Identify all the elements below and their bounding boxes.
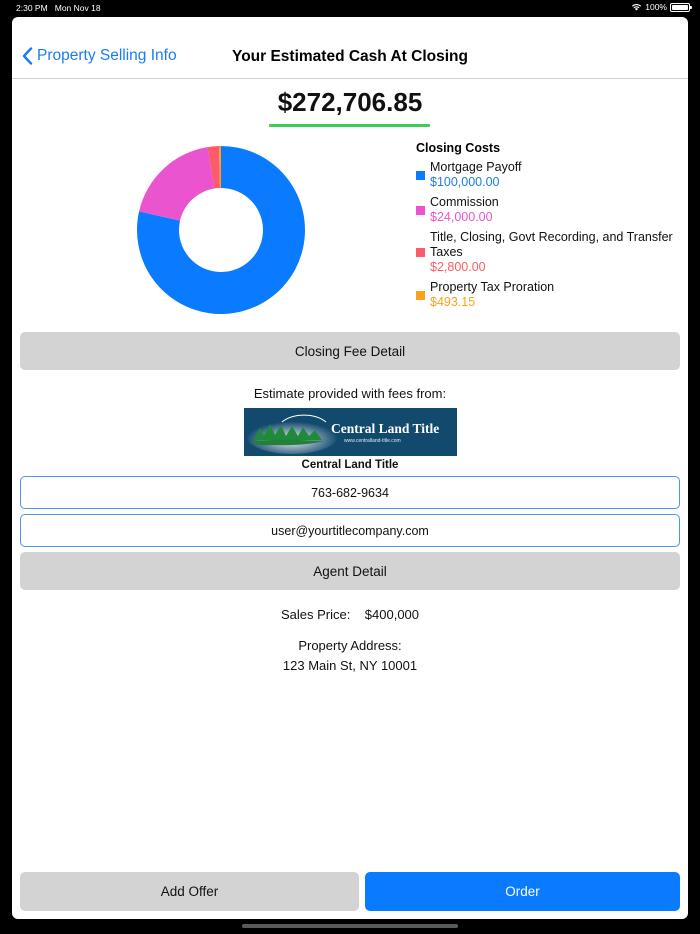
- phone-field[interactable]: 763-682-9634: [20, 476, 680, 509]
- legend-item-property-tax-proration: Property Tax Proration $493.15: [416, 280, 676, 310]
- provider-logo: [244, 408, 457, 456]
- home-indicator[interactable]: [242, 924, 458, 928]
- main-sheet: [12, 17, 688, 919]
- total-underline: [269, 124, 430, 127]
- donut-slice: [139, 147, 214, 221]
- battery-percent: 100%: [645, 2, 667, 12]
- provider-intro: Estimate provided with fees from:: [253, 386, 447, 401]
- legend-swatch: [416, 248, 425, 257]
- battery-icon: [670, 3, 690, 12]
- estimated-cash-total: $272,706.85: [277, 87, 423, 117]
- sales-price-row: [12, 607, 688, 622]
- legend-swatch: [416, 206, 425, 215]
- chart-legend: [416, 141, 676, 315]
- provider-name: Central Land Title: [301, 459, 399, 471]
- property-address-label: Property Address:: [298, 638, 402, 653]
- navigation-bar: [12, 17, 688, 79]
- legend-swatch: [416, 291, 425, 300]
- closing-fee-detail-button[interactable]: Closing Fee Detail: [20, 332, 680, 370]
- page-title: Your Estimated Cash At Closing: [232, 48, 468, 65]
- legend-item-commission: Commission $24,000.00: [416, 195, 676, 225]
- legend-item-title-closing-taxes: Title, Closing, Govt Recording, and Transfer Taxes $2,800.00: [416, 230, 676, 275]
- agent-detail-button[interactable]: Agent Detail: [20, 552, 680, 590]
- logo-text: Central Land Title: [331, 421, 440, 436]
- status-time: 2:30 PM Mon Nov 18: [16, 3, 101, 13]
- legend-swatch: [416, 171, 425, 180]
- status-bar: [0, 0, 700, 16]
- wifi-icon: [631, 3, 642, 11]
- email-field[interactable]: user@yourtitlecompany.com: [20, 514, 680, 547]
- legend-title: Closing Costs: [416, 141, 501, 155]
- add-offer-button[interactable]: Add Offer: [20, 872, 359, 911]
- legend-item-mortgage-payoff: Mortgage Payoff $100,000.00: [416, 160, 676, 190]
- order-button[interactable]: Order: [365, 872, 680, 911]
- property-address-value: 123 Main St, NY 10001: [282, 658, 418, 673]
- closing-costs-donut-chart: [136, 145, 306, 315]
- sales-price-value: $400,000: [364, 607, 420, 622]
- back-label: Property Selling Info: [37, 47, 177, 64]
- sales-price-label: Sales Price:: [280, 607, 351, 622]
- logo-url: www.centralland-title.com: [344, 438, 401, 444]
